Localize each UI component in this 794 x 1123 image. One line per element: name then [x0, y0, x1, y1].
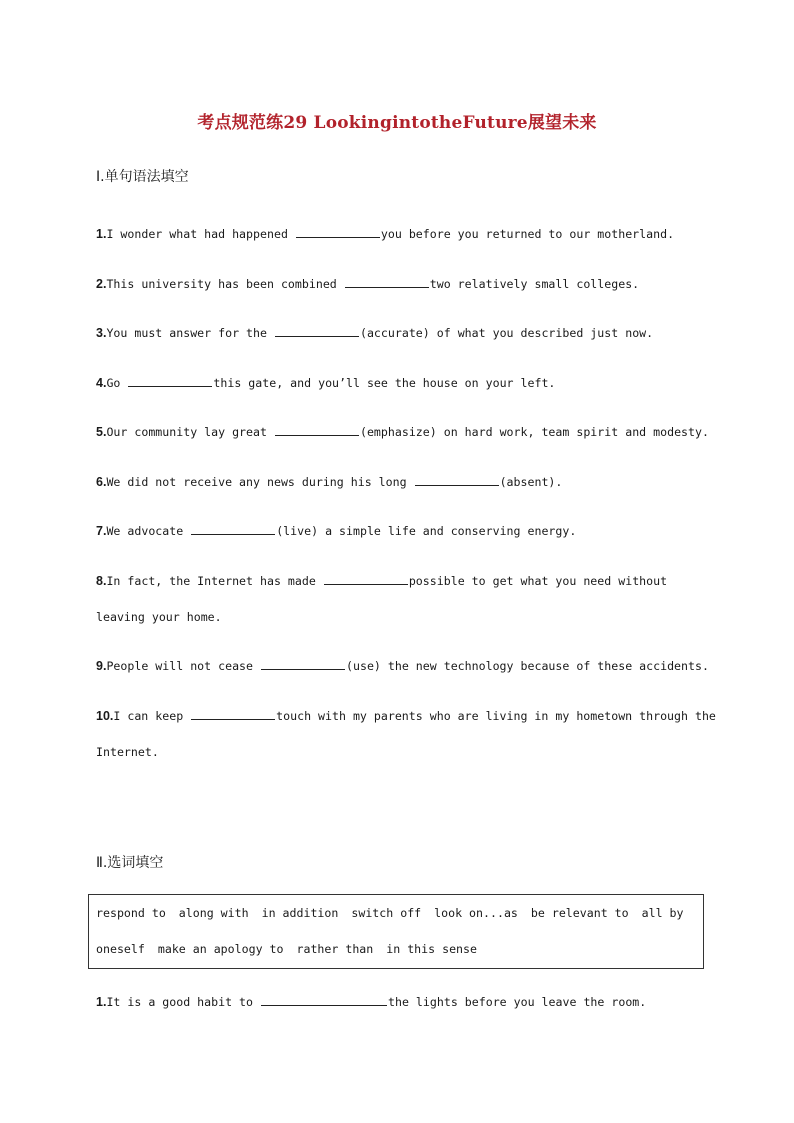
answer-blank[interactable] [324, 572, 408, 585]
question-text-before: This university has been combined [106, 276, 344, 291]
answer-blank[interactable] [275, 324, 359, 337]
question-text-after: two relatively small colleges. [429, 276, 640, 291]
question-text-after: (accurate) of what you described just now. [359, 326, 654, 340]
question-text-after: (emphasize) on hard work, team spirit and modesty. [359, 425, 709, 439]
question-number: 4. [96, 375, 107, 390]
question-text-before: We advocate [106, 524, 191, 538]
question-item [96, 648, 716, 684]
word-choice-question-list [96, 984, 716, 1034]
answer-blank[interactable] [191, 707, 275, 720]
word-bank-term: rather than [296, 942, 374, 956]
section-heading-grammar: Ⅰ.单句语法填空 [96, 169, 189, 185]
question-number: 6. [96, 474, 107, 489]
question-text-before: I wonder what had happened [106, 227, 295, 241]
question-text-after: this gate, and you’ll see the house on your left. [213, 375, 556, 390]
question-number: 10. [96, 708, 114, 723]
question-text-after: (use) the new technology because of these accidents. [346, 659, 709, 673]
question-text-before: We did not receive any news during his long [106, 474, 414, 489]
section-heading-word-choice: Ⅱ.选词填空 [96, 855, 164, 871]
question-text-before: It is a good habit to [106, 995, 260, 1009]
page-title: 考点规范练29 LookingintotheFuture展望未来 [197, 113, 597, 133]
question-number: 2. [96, 276, 107, 291]
question-item [96, 984, 716, 1020]
question-number: 1. [96, 227, 107, 241]
question-item [96, 513, 716, 549]
question-item [96, 414, 716, 450]
question-number: 8. [96, 573, 107, 588]
question-item [96, 563, 716, 635]
question-text-after: the lights before you leave the room. [388, 995, 647, 1009]
word-bank-term: in addition [261, 906, 339, 920]
question-text-before: I can keep [113, 708, 191, 723]
grammar-question-list [96, 216, 716, 783]
answer-blank[interactable] [261, 657, 345, 670]
answer-blank[interactable] [261, 993, 387, 1006]
question-text-before: In fact, the Internet has made [106, 573, 323, 588]
question-number: 1. [96, 995, 107, 1009]
question-number: 5. [96, 425, 107, 439]
question-item [96, 216, 716, 252]
question-text-before: You must answer for the [106, 326, 274, 340]
word-bank-term: respond to [96, 906, 166, 920]
question-item [96, 315, 716, 351]
question-text-after: you before you returned to our motherland. [380, 227, 675, 241]
answer-blank[interactable] [345, 275, 429, 288]
word-bank-term: in this sense [386, 942, 477, 956]
answer-blank[interactable] [415, 473, 499, 486]
question-text-after: (live) a simple life and conserving energy. [276, 524, 577, 538]
answer-blank[interactable] [128, 374, 212, 387]
word-bank-term: make an apology to [157, 942, 284, 956]
word-bank-term: look on...as [434, 906, 518, 920]
answer-blank[interactable] [296, 225, 380, 238]
question-number: 3. [96, 326, 107, 340]
question-number: 7. [96, 524, 107, 538]
word-bank-term: all by oneself [96, 906, 684, 956]
word-bank-box [88, 894, 704, 969]
word-bank-term: switch off [351, 906, 422, 920]
question-item [96, 698, 716, 770]
word-bank-term: be relevant to [530, 906, 629, 920]
question-text-after: touch with my parents who are living in my hometown through the Internet. [96, 708, 716, 759]
question-text-after: (absent). [499, 474, 563, 489]
question-text-before: People will not cease [106, 659, 260, 673]
answer-blank[interactable] [275, 423, 359, 436]
question-text-before: Go [106, 375, 128, 390]
word-bank-term: along with [178, 906, 249, 920]
question-text-before: Our community lay great [106, 425, 274, 439]
answer-blank[interactable] [191, 522, 275, 535]
question-item [96, 464, 716, 500]
question-item [96, 365, 716, 401]
question-text-after: possible to get what you need without leaving your home. [96, 573, 668, 624]
question-number: 9. [96, 659, 107, 673]
question-item [96, 266, 716, 302]
